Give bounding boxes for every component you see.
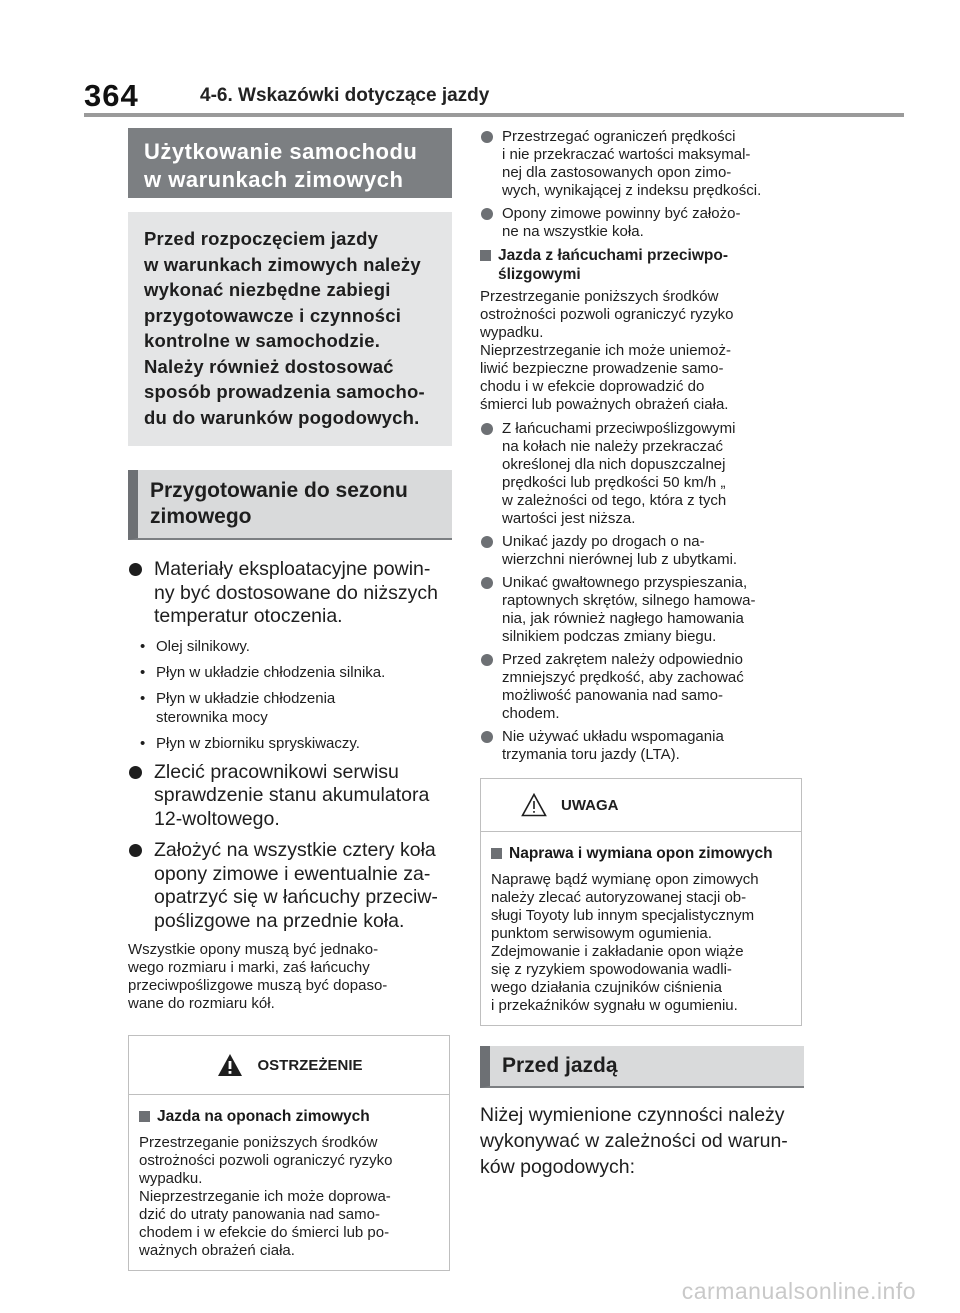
bullet-line: i nie przekraczać wartości maksymal-: [502, 146, 751, 163]
note-line: Wszystkie opony muszą być jednako-: [128, 941, 379, 958]
warning-subheading: [139, 1107, 441, 1126]
bullet-line: opony zimowe i ewentualnie za-: [154, 862, 431, 885]
chains-heading: [480, 246, 804, 284]
bullet-battery: [128, 761, 452, 832]
notice-line: wego działania czujników ciśnienia: [491, 979, 722, 996]
bullet-line: poślizgowe na przednie koła.: [154, 909, 405, 932]
bullet-point-icon: •: [140, 637, 146, 655]
bullet-line: na kołach nie należy przekraczać: [502, 438, 723, 455]
bullet-line: wierzchni nierównej lub z ubytkami.: [502, 551, 738, 568]
notice-triangle-icon: [521, 793, 547, 817]
left-column: [128, 128, 452, 1271]
warning-line: ostrożności pozwoli ograniczyć ryzyko: [139, 1152, 393, 1169]
bullet-line: Przed zakrętem należy odpowiednio: [502, 651, 743, 668]
page-number: 364: [84, 78, 139, 113]
intro-line: wykonać niezbędne zabiegi: [144, 279, 391, 300]
notice-header: [491, 779, 793, 831]
intro-text: [128, 212, 452, 446]
bullet-line: trzymania toru jazdy (LTA).: [502, 746, 680, 763]
fluids-list: [128, 637, 452, 753]
bullet-line: Przestrzegać ograniczeń prędkości: [502, 128, 736, 145]
bullet-line: prędkości lub prędkości 50 km/h „: [502, 474, 726, 491]
chains-line: ostrożności pozwoli ograniczyć ryzyko: [480, 306, 734, 323]
bullet-cornering: [480, 651, 804, 723]
bullet-line: wartości jest niższa.: [502, 510, 636, 527]
intro-line: w warunkach zimowych należy: [144, 253, 421, 275]
list-item-line: Płyn w zbiorniku spryskiwaczy.: [156, 734, 360, 752]
bullet-line: ny być dostosowane do niższych: [154, 581, 438, 604]
note-line: przeciwpoślizgowe muszą być dopaso-: [128, 977, 388, 994]
warning-line: wypadku.: [139, 1170, 203, 1187]
warning-label: OSTRZEŻENIE: [257, 1056, 363, 1074]
subsection-heading: [128, 470, 452, 540]
bullet-speed-limits: [480, 128, 804, 200]
section-title: [128, 128, 452, 198]
section-title-line: w warunkach zimowych: [144, 167, 404, 192]
warning-line: Nieprzestrzeganie ich może doprowa-: [139, 1188, 391, 1205]
bullet-line: Unikać jazdy po drogach o na-: [502, 533, 705, 550]
before-driving-heading: Przed jazdą: [480, 1046, 804, 1088]
bullet-dot-icon: [481, 423, 493, 435]
notice-box: [480, 778, 802, 1026]
notice-line: Naprawę bądź wymianę opon zimowych: [491, 871, 759, 888]
bullet-line: chodem.: [502, 705, 560, 722]
intro-line: Należy również dostosować: [144, 355, 394, 377]
list-item: [128, 637, 452, 656]
intro-line: przygotowawcze i czynności: [144, 304, 402, 326]
bullet-rough-roads: [480, 533, 804, 569]
list-item-line: Olej silnikowy.: [156, 637, 250, 655]
bullet-line: Założyć na wszystkie cztery koła: [154, 839, 436, 861]
intro-line: kontrolne w samochodzie.: [144, 330, 381, 351]
bullet-line: w zależności od tego, która z tych: [502, 492, 727, 509]
bullet-fluids: [128, 558, 452, 629]
bullet-point-icon: •: [140, 663, 146, 681]
notice-divider: [481, 831, 801, 832]
warning-header: [139, 1036, 441, 1094]
bullet-line: zmniejszyć prędkość, aby zachować: [502, 669, 744, 686]
closing-line: ków pogodowych:: [480, 1156, 636, 1178]
bullet-dot-icon: [481, 577, 493, 589]
notice-line: sługi Toyoty lub innym specjalistycznym: [491, 907, 755, 924]
section-title-line: Użytkowanie samochodu: [144, 139, 418, 164]
note-line: wego rozmiaru i marki, zaś łańcuchy: [128, 959, 370, 976]
bullet-dot-icon: [481, 536, 493, 548]
right-column: [480, 128, 804, 1180]
bullet-dot-icon: [481, 654, 493, 666]
list-item-line: Płyn w układzie chłodzenia silnika.: [156, 663, 386, 681]
list-item: [128, 734, 452, 753]
bullet-line: możliwość panowania nad samo-: [502, 687, 723, 704]
bullet-dot-icon: [481, 208, 493, 220]
subsection-heading-line: Przygotowanie do sezonu: [150, 479, 408, 502]
notice-label: UWAGA: [561, 796, 619, 814]
notice-subheading-text: Naprawa i wymiana opon zimowych: [509, 845, 773, 862]
chains-line: liwić bezpieczne prowadzenie samo-: [480, 360, 724, 377]
bullet-line: opatrzyć się w łańcuchy przeciw-: [154, 886, 438, 908]
notice-text: [491, 871, 793, 1015]
bullet-line: Opony zimowe powinny być założo-: [502, 205, 741, 222]
warning-line: Przestrzeganie poniższych środków: [139, 1134, 378, 1151]
warning-line: dzić do utraty panowania nad samo-: [139, 1206, 380, 1223]
warning-text: [139, 1134, 441, 1260]
chains-line: Przestrzeganie poniższych środków: [480, 288, 719, 305]
bullet-line: określonej dla nich dopuszczalnej: [502, 456, 726, 473]
bullet-chain-speed: [480, 420, 804, 528]
notice-line: się z ryzykiem spowodowania wadli-: [491, 961, 732, 978]
chains-text: [480, 288, 804, 414]
warning-line: chodem i w efekcie do śmierci lub po-: [139, 1224, 390, 1241]
bullet-line: Materiały eksploatacyjne powin-: [154, 558, 431, 580]
bullet-dot-icon: [129, 563, 142, 576]
warning-triangle-icon: [217, 1053, 243, 1077]
warning-line: ważnych obrażeń ciała.: [139, 1242, 295, 1259]
intro-line: sposób prowadzenia samocho-: [144, 381, 425, 402]
intro-line: Przed rozpoczęciem jazdy: [144, 228, 379, 249]
chains-line: wypadku.: [480, 324, 544, 341]
tire-note: [128, 941, 452, 1013]
warning-subheading-text: Jazda na oponach zimowych: [157, 1108, 370, 1125]
closing-line: Niżej wymienione czynności należy: [480, 1104, 785, 1126]
bullet-line: Zlecić pracownikowi serwisu: [154, 760, 399, 783]
bullet-line: raptownych skrętów, silnego hamowa-: [502, 592, 756, 609]
subsection-heading-line: zimowego: [150, 505, 252, 528]
closing-text: [480, 1102, 804, 1180]
bullet-line: Unikać gwałtownego przyspieszania,: [502, 574, 748, 591]
square-bullet-icon: [491, 848, 502, 859]
bullet-dot-icon: [129, 766, 142, 779]
bullet-line: sprawdzenie stanu akumulatora: [154, 784, 430, 806]
bullet-line: Z łańcuchami przeciwpoślizgowymi: [502, 420, 736, 437]
chapter-title: 4-6. Wskazówki dotyczące jazdy: [200, 85, 490, 106]
page-header: [0, 0, 960, 118]
bullet-dot-icon: [129, 844, 142, 857]
chains-line: śmierci lub poważnych obrażeń ciała.: [480, 396, 729, 413]
notice-subheading: [491, 844, 793, 863]
bullet-point-icon: •: [140, 689, 146, 707]
chains-heading-line: ślizgowymi: [498, 266, 581, 283]
bullet-point-icon: •: [140, 734, 146, 752]
bullet-sudden-moves: [480, 574, 804, 646]
square-bullet-icon: [480, 250, 491, 261]
bullet-dot-icon: [481, 731, 493, 743]
header-divider: [84, 113, 904, 117]
bullet-winter-tires: [128, 839, 452, 933]
list-item-line: Płyn w układzie chłodzenia: [156, 689, 336, 707]
bullet-line: nej dla zastosowanych opon zimo-: [502, 164, 732, 181]
note-line: wane do rozmiaru kół.: [128, 995, 275, 1012]
bullet-dot-icon: [481, 131, 493, 143]
chains-line: Nieprzestrzeganie ich może uniemoż-: [480, 342, 731, 359]
bullet-all-wheels: [480, 205, 804, 241]
bullet-lta: [480, 728, 804, 764]
bullet-line: Nie używać układu wspomagania: [502, 728, 724, 745]
bullet-line: temperatur otoczenia.: [154, 605, 343, 627]
warning-divider: [129, 1094, 449, 1095]
notice-line: punktom serwisowym ogumienia.: [491, 925, 712, 942]
notice-line: i przekaźników sygnału w ogumieniu.: [491, 997, 738, 1014]
chains-heading-line: Jazda z łańcuchami przeciwpo-: [498, 247, 728, 264]
watermark: carmanualsonline.info: [681, 1278, 916, 1304]
bullet-line: silnikiem podczas zmiany biegu.: [502, 628, 717, 645]
warning-box: [128, 1035, 450, 1271]
notice-line: należy zlecać autoryzowanej stacji ob-: [491, 889, 747, 906]
intro-line: du do warunków pogodowych.: [144, 406, 420, 428]
list-item-line: sterownika mocy: [156, 708, 268, 726]
bullet-line: ne na wszystkie koła.: [502, 223, 644, 240]
bullet-line: nia, jak również nagłego hamowania: [502, 610, 744, 627]
list-item: [128, 689, 452, 727]
list-item: [128, 663, 452, 682]
notice-line: Zdejmowanie i zakładanie opon wiąże: [491, 943, 744, 960]
square-bullet-icon: [139, 1111, 150, 1122]
chains-line: chodu i w efekcie doprowadzić do: [480, 378, 705, 395]
bullet-line: 12-woltowego.: [154, 807, 280, 830]
closing-line: wykonywać w zależności od warun-: [480, 1130, 788, 1152]
bullet-line: wych, wynikającej z indeksu prędkości.: [502, 182, 762, 199]
